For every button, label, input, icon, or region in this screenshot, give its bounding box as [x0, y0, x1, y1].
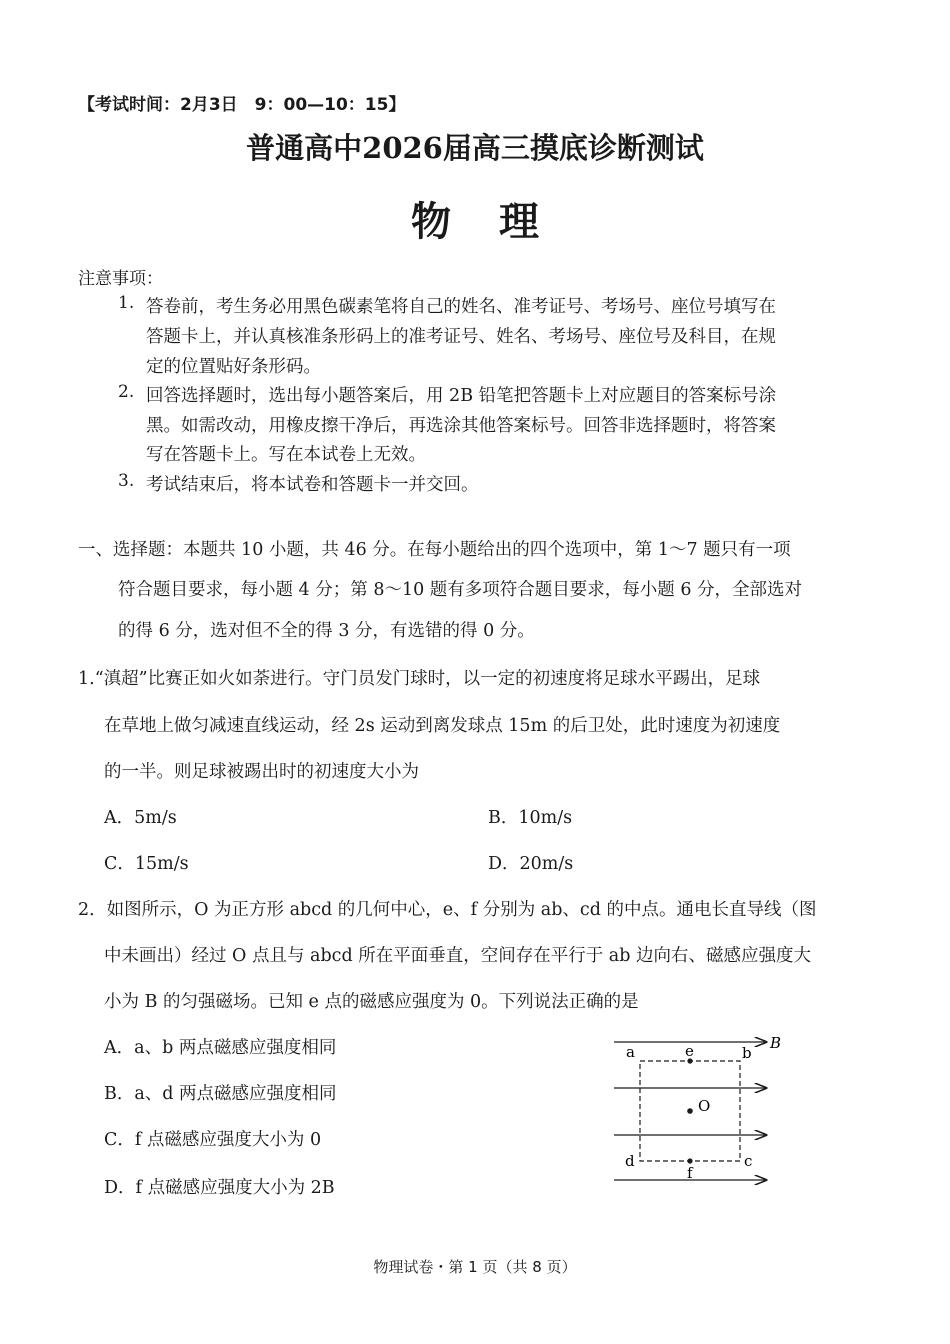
note-line: 答卷前，考生务必用黑色碳素笔将自己的姓名、准考证号、考场号、座位号填写在	[146, 297, 776, 317]
label-e: e	[685, 1042, 694, 1060]
label-o: O	[698, 1097, 711, 1115]
q1-option-b[interactable]: B．10m/s	[488, 808, 573, 828]
label-c: c	[744, 1152, 753, 1170]
note-line: 定的位置贴好条形码。	[146, 357, 321, 377]
exam-time: 【考试时间：2月3日 9：00—10：15】	[78, 95, 406, 115]
label-a: a	[626, 1043, 635, 1061]
page-footer: 物理试卷・第 1 页（共 8 页）	[373, 1258, 577, 1276]
question-2-text: 中未画出）经过 O 点且与 abcd 所在平面垂直，空间存在平行于 ab 边向右、磁感应强度大	[104, 946, 811, 966]
q1-option-a[interactable]: A．5m/s	[104, 808, 177, 828]
q2-option-b[interactable]: B．a、d 两点磁感应强度相同	[104, 1084, 337, 1104]
section-instructions: 符合题目要求，每小题 4 分；第 8～10 题有多项符合题目要求，每小题 6 分，全部选对	[118, 580, 803, 600]
magnetic-field-figure	[600, 1028, 800, 1198]
point-f	[687, 1158, 692, 1163]
note-number: 2.	[118, 382, 135, 402]
label-d: d	[625, 1152, 635, 1170]
question-2-text: 小为 B 的匀强磁场。已知 e 点的磁感应强度为 0。下列说法正确的是	[104, 992, 639, 1012]
question-1-text: 在草地上做匀减速直线运动，经 2s 运动到离发球点 15m 的后卫处，此时速度为初速度	[104, 716, 781, 736]
point-o	[687, 1108, 693, 1114]
notes-heading: 注意事项：	[78, 269, 163, 289]
note-line: 回答选择题时，选出每小题答案后，用 2B 铅笔把答题卡上对应题目的答案标号涂	[146, 386, 777, 406]
exam-title: 普通高中2026届高三摸底诊断测试	[246, 131, 704, 165]
label-f: f	[687, 1164, 693, 1182]
note-line: 答题卡上，并认真核准条形码上的准考证号、姓名、考场号、座位号及科目，在规	[146, 327, 776, 347]
note-number: 1.	[118, 293, 135, 313]
note-line: 考试结束后，将本试卷和答题卡一并交回。	[146, 475, 479, 495]
q2-option-a[interactable]: A．a、b 两点磁感应强度相同	[104, 1038, 337, 1058]
question-2-text: 2．如图所示，O 为正方形 abcd 的几何中心，e、f 分别为 ab、cd 的中点。通电长直导线（图	[78, 900, 817, 920]
question-1-text: 的一半。则足球被踢出时的初速度大小为	[104, 762, 419, 782]
note-line: 写在答题卡上。写在本试卷上无效。	[146, 445, 426, 465]
note-line: 黑。如需改动，用橡皮擦干净后，再选涂其他答案标号。回答非选择题时，将答案	[146, 416, 776, 436]
q1-option-c[interactable]: C．15m/s	[104, 854, 189, 874]
q2-option-d[interactable]: D．f 点磁感应强度大小为 2B	[104, 1178, 335, 1198]
q1-option-d[interactable]: D．20m/s	[488, 854, 574, 874]
section-instructions: 的得 6 分，选对但不全的得 3 分，有选错的得 0 分。	[118, 621, 535, 641]
question-1-text: 1.“滇超”比赛正如火如荼进行。守门员发门球时，以一定的初速度将足球水平踢出，足球	[78, 669, 761, 689]
label-b: b	[742, 1044, 752, 1062]
section-instructions: 一、选择题：本题共 10 小题，共 46 分。在每小题给出的四个选项中，第 1～7 题只有一项	[78, 540, 791, 560]
q2-option-c[interactable]: C．f 点磁感应强度大小为 0	[104, 1130, 322, 1150]
label-field-b: B	[770, 1034, 782, 1052]
note-number: 3.	[118, 471, 135, 491]
subject-title: 物理	[411, 198, 587, 245]
